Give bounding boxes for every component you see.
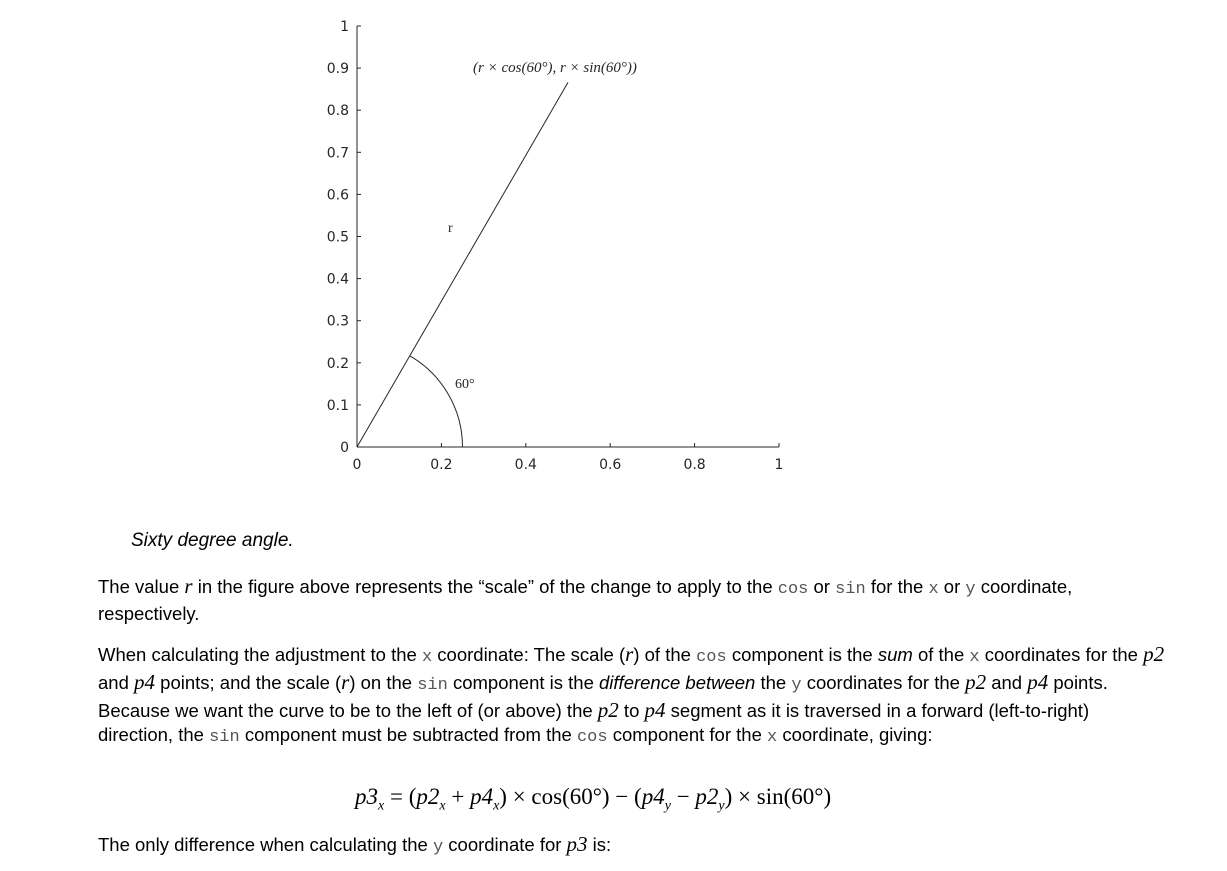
paragraph-scale: The value r in the figure above represents the “scale” of the change to apply to the cos or sin for the x or y coordinate, respectively. <box>98 574 1073 624</box>
angle-label: 60° <box>455 377 475 392</box>
r-label: r <box>448 221 453 236</box>
x-tick-label: 0.8 <box>683 457 706 473</box>
y-tick-label: 0.6 <box>326 187 349 204</box>
endpoint-label: (r × cos(60°), r × sin(60°)) <box>473 60 637 76</box>
y-tick-label: 1 <box>340 19 349 35</box>
y-tick-label: 0.2 <box>326 355 349 372</box>
x-tick-label: 0.6 <box>599 457 622 473</box>
y-tick-label: 0.8 <box>326 103 349 120</box>
y-tick-label: 0.5 <box>326 229 349 246</box>
x-tick-label: 1 <box>774 457 784 473</box>
figure-caption: Sixty degree angle. <box>131 530 294 551</box>
ray-line <box>357 82 568 447</box>
y-tick-label: 0.1 <box>326 397 349 414</box>
y-tick-label: 0.7 <box>326 145 349 162</box>
x-tick-label: 0 <box>352 457 362 473</box>
y-tick-label: 0.3 <box>326 313 349 330</box>
angle-arc <box>410 356 463 447</box>
y-tick-label: 0.4 <box>326 271 349 288</box>
paragraph-x-adjustment: When calculating the adjustment to the x coordinate: The scale (r) of the cos component is the sum of the x coordinates for the p2 and p4 points; and the scale (r) on the sin component is the difference between the y coordinates for the p2 and p4 points. Because we want the curve to be to the left of (or above) the p2 to p4 segment as it is traversed in a forward (left-to-right) direction, the sin component must be subtracted from the cos component for the x coordinate, giving: <box>98 642 1165 747</box>
paragraph-y-coordinate: The only difference when calculating the y coordinate for p3 is: <box>98 832 612 857</box>
y-tick-label: 0 <box>340 440 349 456</box>
x-tick-label: 0.4 <box>514 457 537 473</box>
x-tick-label: 0.2 <box>430 457 453 473</box>
ticks <box>327 19 784 473</box>
y-tick-label: 0.9 <box>326 61 349 78</box>
equation-p3x: $p3_x = (p2_x + p4_x) \times \cos(60^\circ) - (p4_y - p2_y) \times \sin(60^\circ)$ <box>355 784 832 814</box>
axes <box>357 26 779 447</box>
